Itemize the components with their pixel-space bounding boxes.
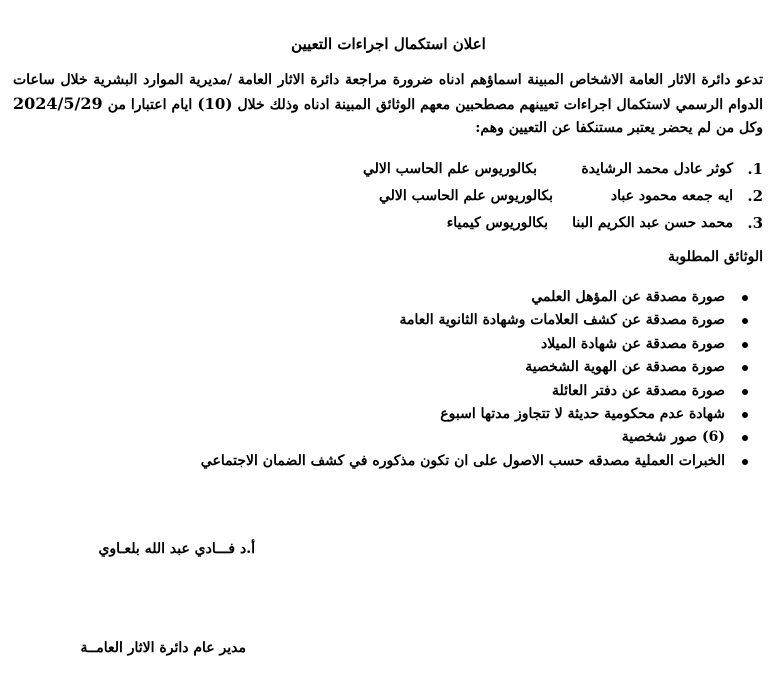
bullet-icon bbox=[742, 435, 748, 441]
candidate-index: 3. bbox=[747, 214, 763, 232]
page-title: اعلان استكمال اجراءات التعيين bbox=[291, 35, 486, 53]
document-label: شهادة عدم محكومية حديثة لا تتجاوز مدتها اسبوع bbox=[440, 405, 725, 422]
candidate-item bbox=[283, 210, 763, 237]
candidate-name: محمد حسن عبد الكريم البنا bbox=[572, 215, 733, 231]
document-label: صورة مصدقة عن دفتر العائلة bbox=[552, 382, 725, 399]
documents-list bbox=[131, 286, 751, 473]
document-item bbox=[131, 286, 751, 309]
document-item bbox=[131, 450, 751, 473]
document-label: (6) صور شخصية bbox=[621, 429, 725, 446]
document-item bbox=[131, 356, 751, 379]
signatory-name: أ.د فـــادي عبد الله بلعـاوي bbox=[98, 541, 255, 557]
document-label: صورة مصدقة عن شهادة الميلاد bbox=[541, 335, 725, 352]
documents-heading: الوثائق المطلوبة bbox=[668, 249, 763, 265]
candidate-list bbox=[283, 156, 763, 237]
document-item bbox=[131, 403, 751, 426]
candidate-degree: بكالوريوس علم الحاسب الالي bbox=[378, 188, 553, 204]
document-label: الخبرات العملية مصدقه حسب الاصول على ان تكون مذكوره في كشف الضمان الاجتماعي bbox=[200, 452, 725, 469]
bullet-icon bbox=[742, 389, 748, 395]
document-label: صورة مصدقة عن الهوية الشخصية bbox=[525, 359, 725, 376]
start-date: 2024/5/29 bbox=[13, 94, 103, 113]
bullet-icon bbox=[742, 342, 748, 348]
document-label: صورة مصدقة عن كشف العلامات وشهادة الثانوية العامة bbox=[399, 312, 725, 329]
candidate-index: 2. bbox=[747, 187, 763, 205]
candidate-name: كوثر عادل محمد الرشايدة bbox=[581, 161, 733, 177]
document-item bbox=[131, 426, 751, 449]
period-value: (10) bbox=[197, 95, 233, 113]
intro-text-3: وكل من لم يحضر يعتبر مستنكفا عن التعيين وهم: bbox=[475, 120, 763, 136]
document-label: صورة مصدقة عن المؤهل العلمي bbox=[531, 289, 725, 305]
candidate-name: ايه جمعه محمود عباد bbox=[610, 188, 733, 204]
bullet-icon bbox=[742, 295, 748, 301]
document-item bbox=[131, 309, 751, 332]
candidate-degree: بكالوريوس كيمياء bbox=[446, 215, 548, 231]
signatory-title: مدير عام دائرة الاثار العامــة bbox=[80, 640, 246, 656]
bullet-icon bbox=[742, 318, 748, 324]
document-item bbox=[131, 380, 751, 403]
bullet-icon bbox=[742, 412, 748, 418]
intro-paragraph bbox=[13, 69, 763, 140]
intro-text: تدعو دائرة الاثار العامة الاشخاص المبينة اسماؤهم ادناه ضرورة مراجعة دائرة الاثار العامة /مديرية الموارد البشرية خلال ساعات الدوام الرسمي لاستكمال اجراءات تعيينهم مصطحبين معهم الوثائق المبينة ادناه وذلك خلال bbox=[13, 72, 764, 113]
candidate-item bbox=[283, 156, 763, 183]
candidate-item bbox=[283, 183, 763, 210]
candidate-index: 1. bbox=[747, 160, 763, 178]
bullet-icon bbox=[742, 459, 748, 465]
document-item bbox=[131, 333, 751, 356]
intro-text-2: ايام اعتبارا من bbox=[107, 97, 193, 113]
candidate-degree: بكالوريوس علم الحاسب الالي bbox=[362, 161, 537, 177]
bullet-icon bbox=[742, 365, 748, 371]
